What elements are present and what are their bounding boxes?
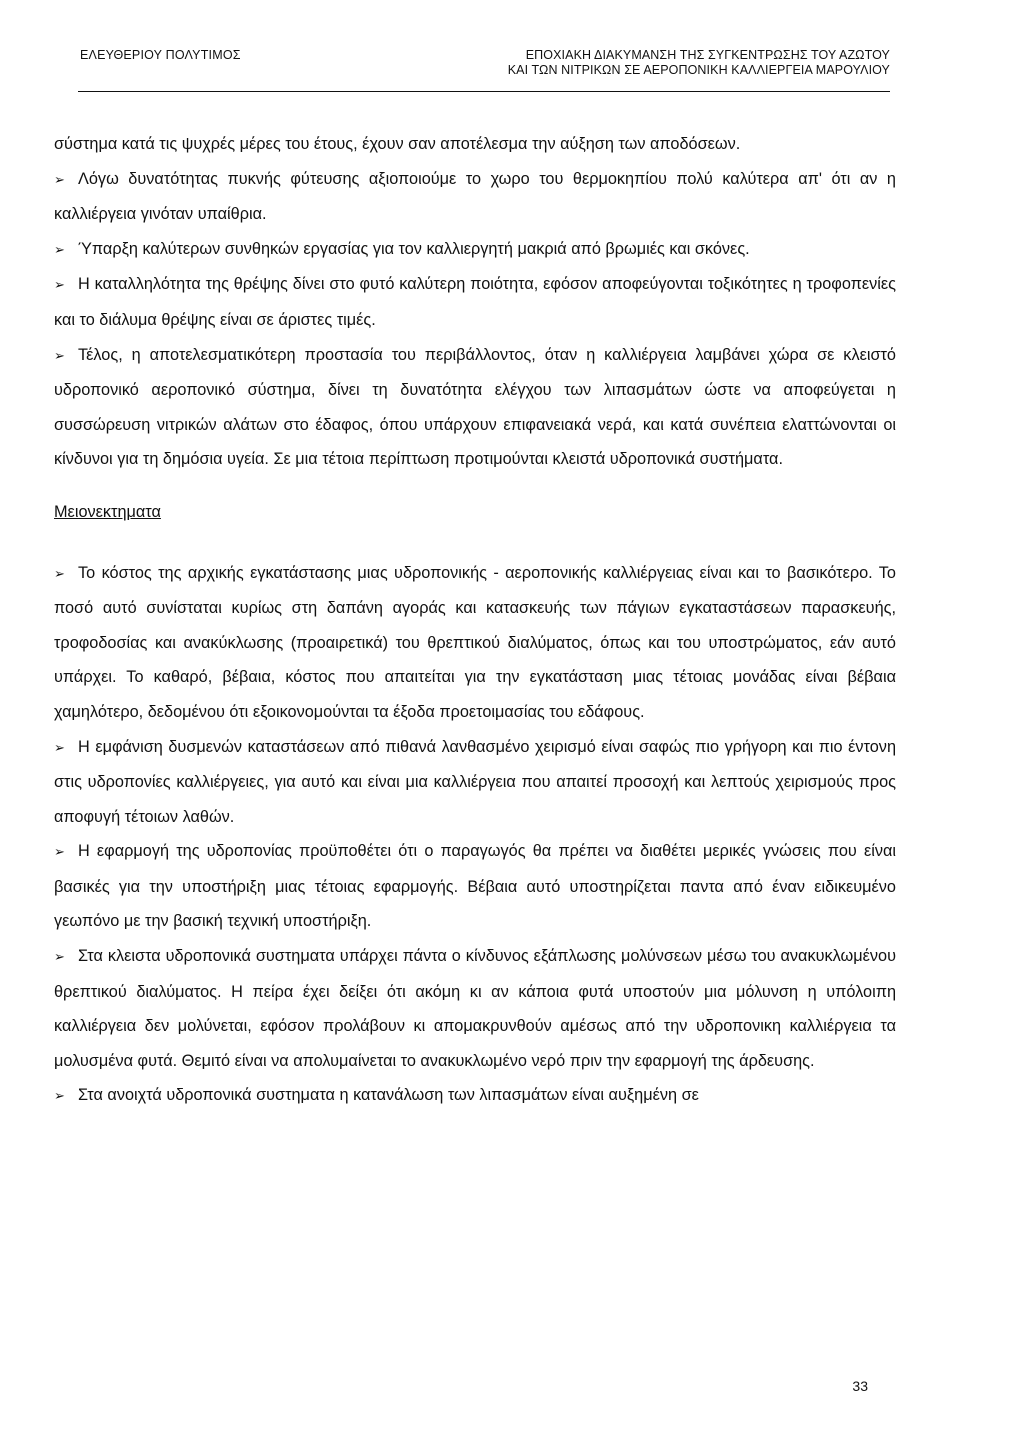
arrow-bullet-icon: ➢ — [54, 277, 65, 293]
disadvantage-text: Στα ανοιχτά υδροπονικά συστηματα η κατανάλωση των λιπασμάτων είναι αυξημένη σε — [78, 1086, 699, 1105]
arrow-bullet-icon: ➢ — [54, 347, 65, 363]
advantage-text: Λόγω δυνατότητας πυκνής φύτευσης αξιοποιούμε το χωρο του θερμοκηπίου πολύ καλύτερα απ' ότι αν η καλλιέργεια γινόταν υπαίθρια. — [54, 169, 896, 224]
disadvantage-text: Το κόστος της αρχικής εγκατάστασης μιας υδροπονικής - αεροπονικής καλλιέργειας είναι και το βασικότερο. Το ποσό αυτό συνίσταται κυρίως στη δαπάνη αγοράς και κατασκευής των πάγιων εγκαταστάσεων παρασκευής, τροφοδοσίας και ανακύκλωσης (προαιρετικά) του θρεπτικού διαλύματος, όπως και του υποστρώματος, εάν αυτό υπάρχει. Το καθαρό, βέβαια, κόστος που απαιτείται για την εγκατάσταση μιας τέτοιας μονάδας είναι βέβαια χαμηλότερο, δεδομένου ότι εξοικονομούνται τα έξοδα προετοιμασίας του εδάφους. — [54, 563, 896, 721]
page-body — [54, 127, 896, 1114]
disadvantage-text: Η εμφάνιση δυσμενών καταστάσεων από πιθανά λανθασμένο χειρισμό είναι σαφώς πιο γρήγορη και πιο έντονη στις υδροπονίες καλλιέργειες, για αυτό και είναι μια καλλιέργεια που απαιτεί προσοχή και λεπτούς χειρισμούς προς αποφυγή τέτοιων λαθών. — [54, 737, 896, 826]
advantage-item — [54, 267, 896, 337]
arrow-bullet-icon: ➢ — [54, 565, 65, 581]
header-title-line-1: ΕΠΟΧΙΑΚΗ ΔΙΑΚΥΜΑΝΣΗ ΤΗΣ ΣΥΓΚΕΝΤΡΩΣΗΣ ΤΟΥ ΑΖΩΤΟΥ — [525, 48, 890, 62]
intro-paragraph: σύστημα κατά τις ψυχρές μέρες του έτους, έχουν σαν αποτέλεσμα την αύξηση των αποδόσεων. — [54, 135, 741, 153]
disadvantage-text: Η εφαρμογή της υδροπονίας προϋποθέτει ότι ο παραγωγός θα πρέπει να διαθέτει μερικές γνώσεις που είναι βασικές για την υποστήριξη μιας τέτοιας εφαρμογής. Βέβαια αυτό υποστηρίζεται παντα από έναν ειδικευμένο γεωπόνο με την βασική τεχνική υποστήριξη. — [54, 842, 896, 931]
disadvantage-item — [54, 939, 896, 1078]
disadvantage-item — [54, 834, 896, 939]
arrow-bullet-icon: ➢ — [54, 171, 65, 187]
advantage-text: Τέλος, η αποτελεσματικότερη προστασία του περιβάλλοντος, όταν η καλλιέργεια λαμβάνει χώρα σε κλειστό υδροπονικό αεροπονικό σύστημα, δίνει τη δυνατότητα ελέγχου των λιπασμάτων ώστε να αποφεύγεται η συσσώρευση νιτρικών αλάτων στο έδαφος, όπου υπάρχουν επιφανειακά νερά, και κατά συνέπεια ελαττώνονται οι κίνδυνοι για τη δημόσια υγεία. Σε μια τέτοια περίπτωση προτιμούνται κλειστά υδροπονικά συστήματα. — [54, 345, 896, 469]
arrow-bullet-icon: ➢ — [54, 739, 65, 755]
spacer — [54, 530, 896, 556]
arrow-bullet-icon: ➢ — [54, 949, 65, 965]
spacer — [54, 477, 896, 495]
header-title-line-2: ΚΑΙ ΤΩΝ ΝΙΤΡΙΚΩΝ ΣΕ ΑΕΡΟΠΟΝΙΚΗ ΚΑΛΛΙΕΡΓΕΙΑ ΜΑΡΟΥΛΙΟΥ — [507, 63, 890, 77]
advantage-item — [54, 162, 896, 232]
running-header — [78, 40, 890, 92]
advantage-item — [54, 338, 896, 477]
page-number: 33 — [852, 1378, 868, 1394]
disadvantage-item — [54, 1078, 896, 1114]
arrow-bullet-icon: ➢ — [54, 241, 65, 257]
disadvantages-heading: Μειονεκτηματα — [54, 502, 161, 521]
advantage-item — [54, 232, 896, 268]
disadvantage-text: Στα κλειστα υδροπονικά συστηματα υπάρχει πάντα ο κίνδυνος εξάπλωσης μολύνσεων μέσω του ανακυκλωμένου θρεπτικού διαλύματος. Η πείρα έχει δείξει ότι ακόμη κι αν κάποια φυτά υποστούν μια μόλυνση η υπόλοιπη καλλιέργεια δεν μολύνεται, εφόσον προλάβουν κι απομακρυνθούν αμέσως από την υδροπονικη καλλιέργεια τα μολυσμένα φυτά. Θεμιτό είναι να απολυμαίνεται το ανακυκλωμένο νερό πριν την εφαρμογή της άρδευσης. — [54, 947, 896, 1070]
arrow-bullet-icon: ➢ — [54, 1088, 65, 1104]
disadvantage-item — [54, 730, 896, 835]
disadvantage-item — [54, 556, 896, 730]
header-author: ΕΛΕΥΘΕΡΙΟΥ ΠΟΛΥΤΙΜΟΣ — [80, 48, 241, 62]
header-title — [508, 48, 890, 78]
advantage-text: Ύπαρξη καλύτερων συνθηκών εργασίας για τον καλλιεργητή μακριά από βρωμιές και σκόνες. — [78, 239, 750, 258]
header-divider — [78, 91, 890, 92]
advantage-text: Η καταλληλότητα της θρέψης δίνει στο φυτό καλύτερη ποιότητα, εφόσον αποφεύγονται τοξικότητες η τροφοπενίες και το διάλυμα θρέψης είναι σε άριστες τιμές. — [54, 275, 896, 329]
arrow-bullet-icon: ➢ — [54, 844, 65, 860]
